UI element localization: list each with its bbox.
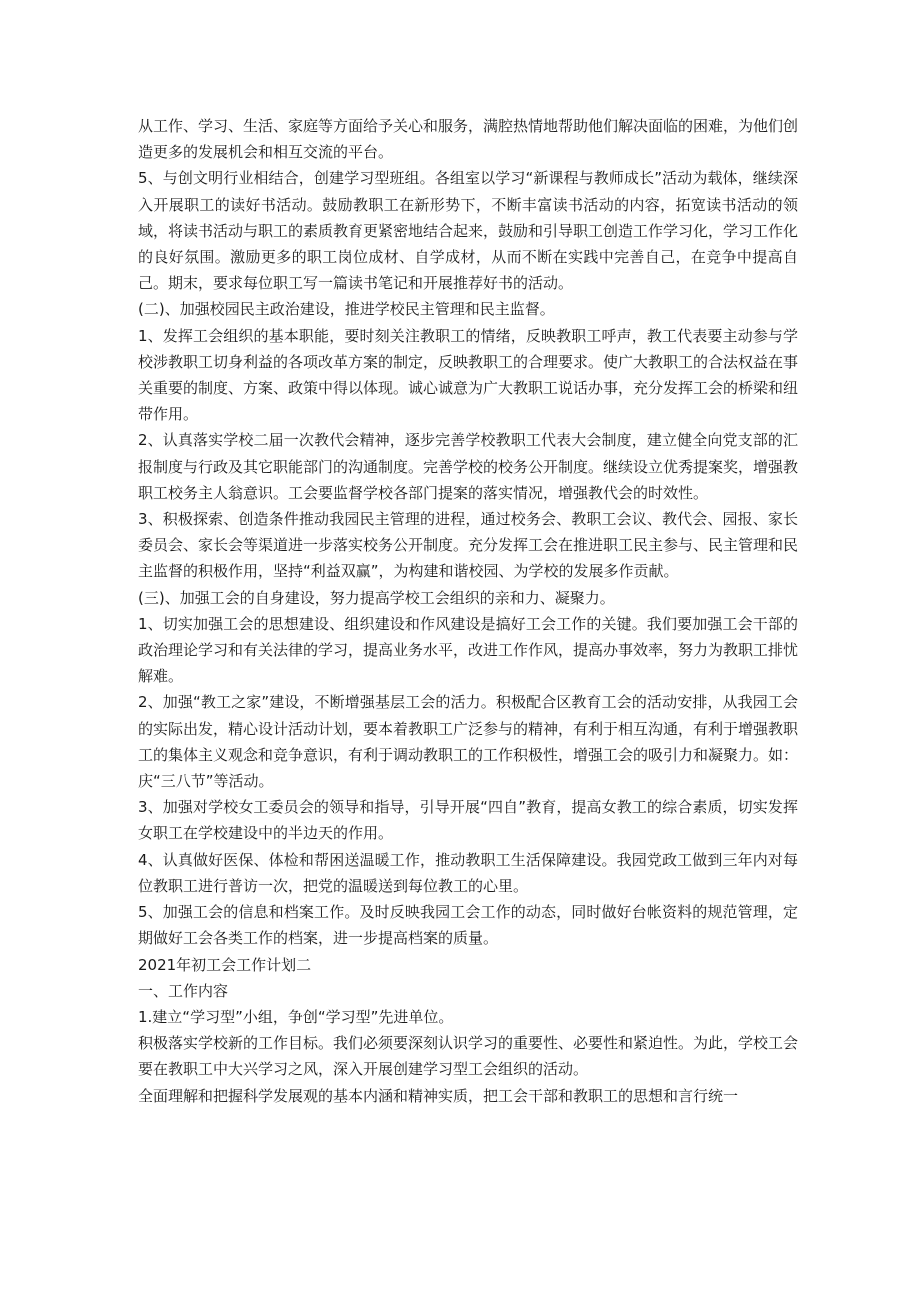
paragraph-4: 2、认真落实学校二届一次教代会精神，逐步完善学校教职工代表大会制度，建立健全向党支部的汇报制度与行政及其它职能部门的沟通制度。完善学校的校务公开制度。继续设立优秀提案奖，增强教职工校务主人翁意识。工会要监督学校各部门提案的落实情况，增强教代会的时效性。	[138, 431, 799, 502]
section-heading-2: (二)、加强校园民主政治建设，推进学校民主管理和民主监督。	[138, 300, 555, 319]
paragraph-7: 2、加强“教工之家”建设，不断增强基层工会的活力。积极配合区教育工会的活动安排，从我园工会的实际出发，精心设计活动计划，要本着教职工广泛参与的精神，有利于相互沟通，有利于增强教职工的集体主义观念和竞争意识，有利于调动教职工的工作积极性，增强工会的吸引力和凝聚力。如：庆“三八节”等活动。	[138, 693, 799, 791]
paragraph-5: 3、积极探索、创造条件推动我园民主管理的进程，通过校务会、教职工会议、教代会、园报、家长委员会、家长会等渠道进一步落实校务公开制度。充分发挥工会在推进职工民主参与、民主管理和民主监督的积极作用，坚持“利益双赢”，为构建和谐校园、为学校的发展多作贡献。	[138, 510, 799, 581]
paragraph-2: 5、与创文明行业相结合，创建学习型班组。各组室以学习“新课程与教师成长”活动为载体，继续深入开展职工的读好书活动。鼓励教职工在新形势下，不断丰富读书活动的内容，拓宽读书活动的领域，将读书活动与职工的素质教育更紧密地结合起来，鼓励和引导职工创造工作学习化，学习工作化的良好氛围。激励更多的职工岗位成材、自学成材，从而不断在实践中完善自己，在竞争中提高自己。期末，要求每位职工写一篇读书笔记和开展推荐好书的活动。	[138, 169, 799, 293]
item-heading-1: 1.建立“学习型”小组，争创“学习型”先进单位。	[138, 1007, 454, 1026]
paragraph-12: 全面理解和把握科学发展观的基本内涵和精神实质，把工会干部和教职工的思想和言行统一	[138, 1086, 739, 1105]
paragraph-9: 4、认真做好医保、体检和帮困送温暖工作，推动教职工生活保障建设。我园党政工做到三年内对每位教职工进行普访一次，把党的温暖送到每位教工的心里。	[138, 850, 798, 895]
document-body	[138, 113, 798, 1109]
section-heading-3: (三)、加强工会的自身建设，努力提高学校工会组织的亲和力、凝聚力。	[138, 588, 615, 607]
paragraph-8: 3、加强对学校女工委员会的领导和指导，引导开展“四自”教育，提高女教工的综合素质，切实发挥女职工在学校建设中的半边天的作用。	[138, 798, 798, 843]
paragraph-11: 积极落实学校新的工作目标。我们必须要深刻认识学习的重要性、必要性和紧迫性。为此，学校工会要在教职工中大兴学习之风，深入开展创建学习型工会组织的活动。	[138, 1034, 799, 1079]
paragraph-6: 1、切实加强工会的思想建设、组织建设和作风建设是搞好工会工作的关键。我们要加强工会干部的政治理论学习和有关法律的学习，提高业务水平，改进工作作风，提高办事效率，努力为教职工排忧解难。	[138, 614, 799, 686]
paragraph-3: 1、发挥工会组织的基本职能，要时刻关注教职工的情绪，反映教职工呼声，教工代表要主动参与学校涉教职工切身利益的各项改革方案的制定，反映教职工的合理要求。使广大教职工的合法权益在事关重要的制度、方案、政策中得以体现。诚心诚意为广大教职工说话办事，充分发挥工会的桥梁和纽带作用。	[138, 326, 799, 424]
section-heading-work: 一、工作内容	[138, 981, 229, 1000]
paragraph-10: 5、加强工会的信息和档案工作。及时反映我园工会工作的动态，同时做好台帐资料的规范管理，定期做好工会各类工作的档案，进一步提高档案的质量。	[138, 903, 798, 948]
plan-title: 2021年初工会工作计划二	[138, 955, 312, 974]
paragraph-1: 从工作、学习、生活、家庭等方面给予关心和服务，满腔热情地帮助他们解决面临的困难，为他们创造更多的发展机会和相互交流的平台。	[138, 117, 799, 162]
